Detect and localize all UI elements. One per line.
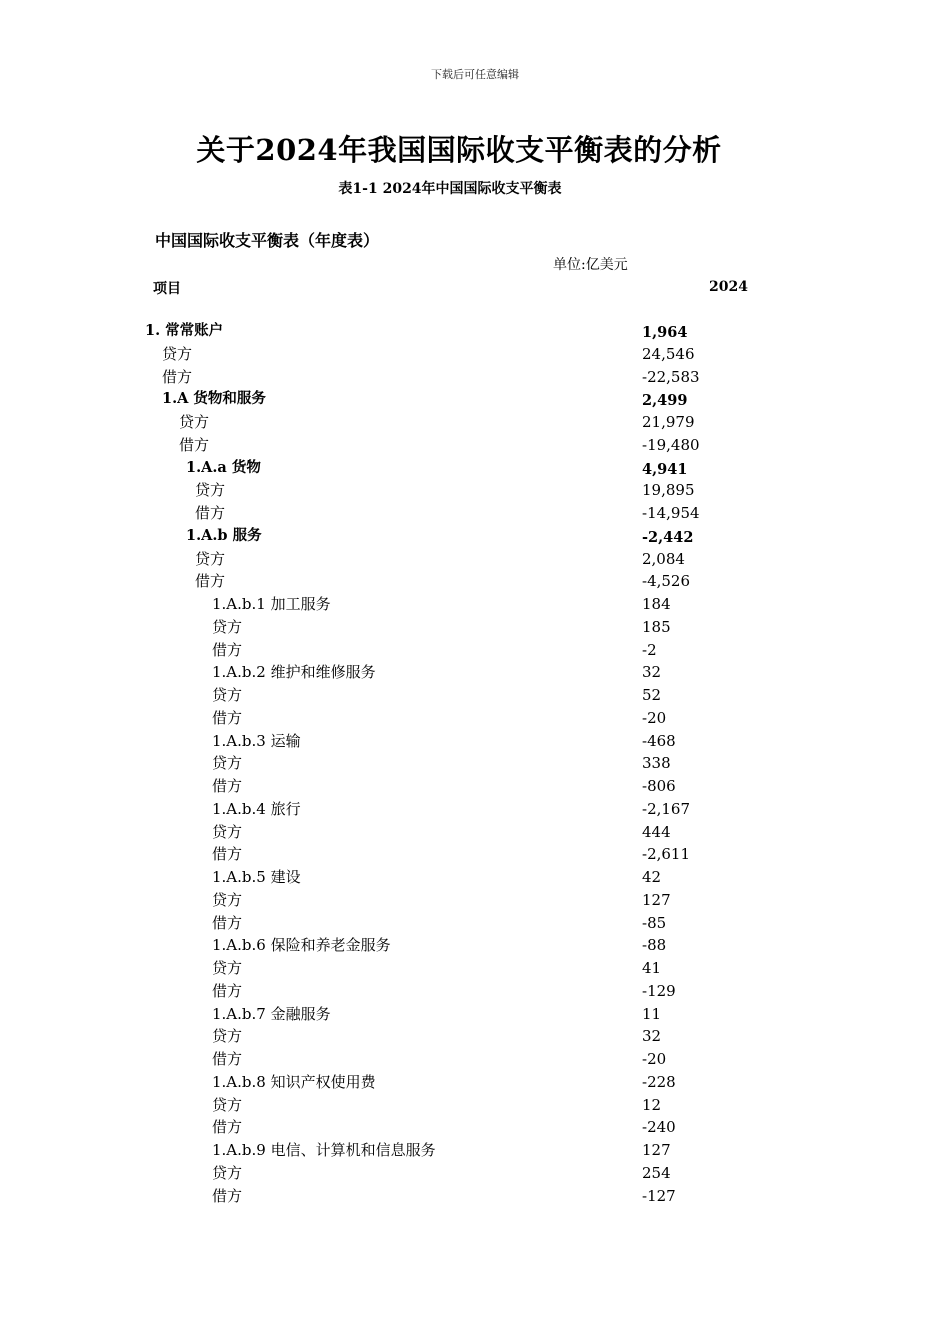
column-header-year: 2024 (709, 279, 748, 295)
row-value: 185 (642, 617, 671, 636)
table-row (0, 525, 950, 548)
row-label: 1.A 货物和服务 (162, 390, 266, 408)
table-row (0, 343, 950, 366)
table-row (0, 1162, 950, 1185)
table-row (0, 1185, 950, 1208)
table-row (0, 1071, 950, 1094)
table-row (0, 639, 950, 662)
table-row (0, 775, 950, 798)
table-row (0, 1094, 950, 1117)
table-row (0, 1025, 950, 1048)
table-row (0, 366, 950, 389)
header-note: 下载后可任意编辑 (431, 68, 519, 81)
row-label: 借方 (195, 504, 226, 522)
row-value: -127 (642, 1186, 676, 1205)
row-value: 19,895 (642, 481, 695, 500)
row-label: 借方 (195, 572, 226, 591)
table-row (0, 889, 950, 912)
row-value: -2 (642, 640, 657, 659)
row-label: 借方 (212, 640, 243, 659)
row-label: 贷方 (212, 890, 243, 909)
row-label: 1.A.b.5 建设 (212, 868, 301, 886)
row-value: 127 (642, 1141, 671, 1159)
table-row (0, 661, 950, 684)
row-value: 24,546 (642, 344, 695, 363)
table-row (0, 980, 950, 1003)
row-value: 1,964 (642, 324, 688, 341)
table-row (0, 798, 950, 821)
row-label: 贷方 (162, 344, 193, 363)
row-label: 借方 (212, 708, 243, 727)
row-value: 444 (642, 822, 671, 841)
row-label: 借方 (212, 981, 243, 1000)
row-value: -2,167 (642, 799, 691, 818)
row-value: -85 (642, 913, 667, 932)
table-row (0, 593, 950, 616)
row-value: 254 (642, 1163, 671, 1182)
row-value: 2,084 (642, 549, 685, 568)
table-row (0, 730, 950, 753)
table-row (0, 1139, 950, 1162)
row-label: 1.A.a 货物 (186, 458, 261, 476)
row-label: 1.A.b 服务 (186, 526, 262, 544)
row-label: 借方 (162, 367, 193, 386)
row-value: -14,954 (642, 504, 700, 522)
table-row (0, 548, 950, 571)
row-label: 1.A.b.7 金融服务 (212, 1004, 331, 1023)
row-label: 贷方 (212, 686, 243, 704)
table-title: 中国国际收支平衡表（年度表） (155, 231, 380, 250)
table-row (0, 684, 950, 707)
row-value: 42 (642, 868, 662, 886)
table-row (0, 320, 950, 343)
row-label: 借方 (212, 845, 243, 864)
row-label: 1.A.b.1 加工服务 (212, 595, 331, 613)
row-value: 32 (642, 1027, 662, 1046)
row-label: 1.A.b.9 电信、计算机和信息服务 (212, 1141, 436, 1159)
unit-label: 单位:亿美元 (553, 257, 628, 273)
row-label: 1.A.b.2 维护和维修服务 (212, 663, 376, 682)
balance-table (0, 320, 950, 1207)
table-row (0, 843, 950, 866)
table-row (0, 866, 950, 889)
row-label: 贷方 (212, 1095, 243, 1114)
row-value: -22,583 (642, 367, 700, 386)
table-row (0, 821, 950, 844)
table-row (0, 957, 950, 980)
table-row (0, 616, 950, 639)
row-label: 贷方 (195, 481, 226, 500)
table-row (0, 1116, 950, 1139)
row-label: 贷方 (212, 959, 243, 977)
row-value: -228 (642, 1072, 676, 1091)
row-label: 借方 (179, 435, 210, 454)
row-label: 1.A.b.8 知识产权使用费 (212, 1072, 376, 1091)
table-row (0, 752, 950, 775)
row-value: -2,611 (642, 845, 691, 864)
row-value: -806 (642, 777, 676, 795)
row-label: 借方 (212, 1186, 243, 1205)
row-value: -88 (642, 936, 667, 955)
row-value: 4,941 (642, 460, 688, 478)
table-row (0, 457, 950, 480)
table-row (0, 1003, 950, 1026)
row-label: 贷方 (212, 1027, 243, 1046)
row-label: 贷方 (212, 617, 243, 636)
row-value: -20 (642, 708, 667, 727)
table-row (0, 388, 950, 411)
row-value: 52 (642, 686, 662, 704)
row-value: 127 (642, 890, 671, 909)
row-value: 21,979 (642, 413, 695, 431)
table-row (0, 934, 950, 957)
column-header-item: 项目 (153, 281, 181, 297)
row-value: 41 (642, 959, 662, 977)
row-value: -2,442 (642, 528, 694, 546)
row-label: 1.A.b.4 旅行 (212, 799, 301, 818)
row-value: -129 (642, 981, 676, 1000)
row-label: 借方 (212, 777, 243, 795)
row-value: -20 (642, 1050, 667, 1068)
table-row (0, 502, 950, 525)
row-label: 贷方 (179, 413, 210, 431)
row-label: 借方 (212, 1118, 243, 1137)
table-row (0, 479, 950, 502)
row-label: 借方 (212, 1050, 243, 1068)
table-row (0, 411, 950, 434)
row-value: 12 (642, 1095, 662, 1114)
row-value: 32 (642, 663, 662, 682)
row-value: -19,480 (642, 435, 700, 454)
row-label: 1.A.b.3 运输 (212, 731, 301, 750)
row-value: 184 (642, 595, 671, 613)
table-row (0, 707, 950, 730)
row-label: 贷方 (195, 549, 226, 568)
row-label: 贷方 (212, 754, 243, 773)
table-row (0, 570, 950, 593)
row-value: -4,526 (642, 572, 691, 591)
page-title: 关于2024年我国国际收支平衡表的分析 (196, 133, 722, 167)
table-row (0, 1048, 950, 1071)
table-row (0, 434, 950, 457)
table-row (0, 912, 950, 935)
row-label: 1. 常常账户 (145, 322, 224, 339)
row-label: 贷方 (212, 1163, 243, 1182)
row-value: 2,499 (642, 392, 688, 410)
table-caption: 表1-1 2024年中国国际收支平衡表 (338, 181, 562, 197)
row-value: -240 (642, 1118, 676, 1137)
row-label: 1.A.b.6 保险和养老金服务 (212, 936, 391, 955)
row-label: 借方 (212, 913, 243, 932)
row-value: 338 (642, 754, 671, 773)
row-value: -468 (642, 731, 676, 750)
row-label: 贷方 (212, 822, 243, 841)
row-value: 11 (642, 1004, 662, 1023)
